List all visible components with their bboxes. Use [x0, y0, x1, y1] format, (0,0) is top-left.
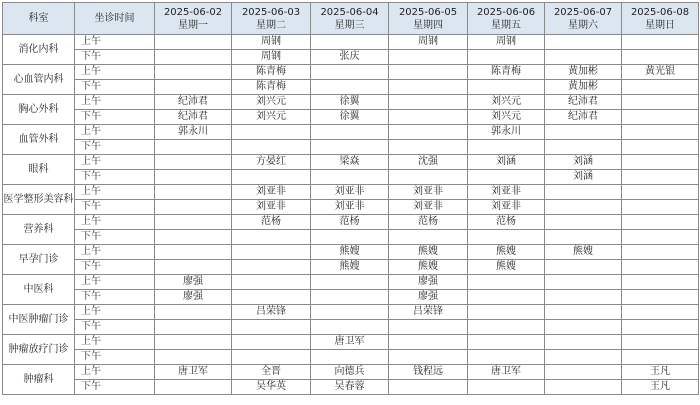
doctor-cell: [155, 50, 232, 65]
doctor-cell: [622, 170, 699, 185]
doctor-cell: [155, 230, 232, 245]
doctor-cell: 范杨: [468, 215, 545, 230]
doctor-cell: [311, 35, 389, 50]
doctor-cell: [155, 80, 232, 95]
doctor-cell: 唐卫军: [155, 365, 232, 380]
doctor-cell: [389, 230, 468, 245]
doctor-cell: [622, 110, 699, 125]
doctor-cell: 王凡: [622, 380, 699, 395]
doctor-cell: 刘亚非: [311, 200, 389, 215]
table-row: [3, 185, 699, 200]
doctor-cell: 张庆: [311, 50, 389, 65]
department-name: 心血管内科: [3, 65, 75, 95]
session-slot: 上午: [75, 365, 155, 380]
department-name: 肿瘤科: [3, 365, 75, 395]
doctor-cell: [622, 335, 699, 350]
header-day-7: [622, 3, 699, 35]
department-name: 眼科: [3, 155, 75, 185]
department-name: 营养科: [3, 215, 75, 245]
doctor-cell: 廖强: [155, 290, 232, 305]
header-day-2: [232, 3, 311, 35]
doctor-cell: 唐卫军: [468, 365, 545, 380]
doctor-cell: 刘涵: [468, 155, 545, 170]
doctor-cell: [389, 350, 468, 365]
doctor-cell: 刘亚非: [389, 185, 468, 200]
doctor-cell: [155, 350, 232, 365]
doctor-cell: [155, 200, 232, 215]
doctor-cell: [545, 215, 622, 230]
doctor-cell: [232, 230, 311, 245]
doctor-cell: 刘兴元: [468, 95, 545, 110]
session-slot: 上午: [75, 155, 155, 170]
doctor-cell: [232, 275, 311, 290]
doctor-cell: 陈青梅: [468, 65, 545, 80]
doctor-cell: 熊嫂: [389, 260, 468, 275]
doctor-cell: [389, 380, 468, 395]
doctor-cell: 周钢: [389, 35, 468, 50]
table-row: [3, 80, 699, 95]
department-name: 血管外科: [3, 125, 75, 155]
doctor-cell: 熊嫂: [468, 260, 545, 275]
session-slot: 下午: [75, 140, 155, 155]
doctor-cell: [622, 125, 699, 140]
doctor-cell: 范杨: [232, 215, 311, 230]
doctor-cell: [311, 350, 389, 365]
doctor-cell: [155, 155, 232, 170]
doctor-cell: [622, 350, 699, 365]
doctor-cell: [622, 80, 699, 95]
doctor-cell: [468, 140, 545, 155]
doctor-cell: 熊嫂: [389, 245, 468, 260]
doctor-cell: 钱程远: [389, 365, 468, 380]
table-row: [3, 95, 699, 110]
table-row: [3, 260, 699, 275]
doctor-cell: [622, 50, 699, 65]
table-row: [3, 380, 699, 395]
header-day-1: [155, 3, 232, 35]
doctor-cell: 吴华英: [232, 380, 311, 395]
table-row: [3, 350, 699, 365]
header-session: 坐诊时间: [75, 3, 155, 35]
doctor-cell: 刘兴元: [468, 110, 545, 125]
session-slot: 下午: [75, 230, 155, 245]
header-day-weekday: 星期二: [256, 19, 286, 31]
doctor-cell: [389, 140, 468, 155]
doctor-cell: 纪沛君: [155, 110, 232, 125]
doctor-cell: 熊嫂: [545, 245, 622, 260]
department-name: 肿瘤放疗门诊: [3, 335, 75, 365]
doctor-cell: 梁焱: [311, 155, 389, 170]
doctor-cell: 黄加彬: [545, 80, 622, 95]
doctor-cell: [468, 305, 545, 320]
doctor-cell: 方晏红: [232, 155, 311, 170]
session-slot: 上午: [75, 35, 155, 50]
doctor-cell: 周钢: [232, 50, 311, 65]
doctor-cell: 纪沛君: [155, 95, 232, 110]
doctor-cell: [622, 275, 699, 290]
doctor-cell: [232, 170, 311, 185]
session-slot: 下午: [75, 50, 155, 65]
doctor-cell: [155, 170, 232, 185]
doctor-cell: 刘亚非: [232, 200, 311, 215]
doctor-cell: [311, 65, 389, 80]
table-row: [3, 365, 699, 380]
doctor-cell: [468, 80, 545, 95]
doctor-cell: [155, 320, 232, 335]
doctor-cell: [389, 110, 468, 125]
doctor-cell: [468, 275, 545, 290]
session-slot: 下午: [75, 320, 155, 335]
doctor-cell: [155, 380, 232, 395]
doctor-cell: 黄光银: [622, 65, 699, 80]
session-slot: 下午: [75, 80, 155, 95]
doctor-cell: 沈强: [389, 155, 468, 170]
session-slot: 上午: [75, 275, 155, 290]
doctor-cell: [622, 290, 699, 305]
table-row: [3, 320, 699, 335]
header-day-6: [545, 3, 622, 35]
doctor-cell: [545, 260, 622, 275]
session-slot: 下午: [75, 290, 155, 305]
schedule-table: [2, 2, 699, 395]
doctor-cell: [622, 185, 699, 200]
doctor-cell: 熊嫂: [468, 245, 545, 260]
doctor-cell: 黄加彬: [545, 65, 622, 80]
department-name: 中医肿瘤门诊: [3, 305, 75, 335]
doctor-cell: [622, 245, 699, 260]
doctor-cell: 郭永川: [155, 125, 232, 140]
doctor-cell: 周钢: [468, 35, 545, 50]
doctor-cell: 熊嫂: [311, 260, 389, 275]
doctor-cell: [622, 320, 699, 335]
doctor-cell: [155, 35, 232, 50]
department-name: 消化内科: [3, 35, 75, 65]
doctor-cell: [545, 140, 622, 155]
doctor-cell: [232, 125, 311, 140]
doctor-cell: [622, 155, 699, 170]
header-day-3: [311, 3, 389, 35]
header-day-date: 2025-06-03: [241, 6, 301, 18]
doctor-cell: [389, 125, 468, 140]
session-slot: 上午: [75, 245, 155, 260]
doctor-cell: [622, 35, 699, 50]
doctor-cell: [545, 185, 622, 200]
doctor-cell: [389, 80, 468, 95]
doctor-cell: [389, 335, 468, 350]
doctor-cell: 廖强: [389, 290, 468, 305]
doctor-cell: 吕荣锋: [232, 305, 311, 320]
doctor-cell: [311, 275, 389, 290]
table-body: [3, 35, 699, 395]
header-day-date: 2025-06-02: [163, 6, 223, 18]
session-slot: 下午: [75, 260, 155, 275]
doctor-cell: [389, 170, 468, 185]
doctor-cell: [545, 35, 622, 50]
doctor-cell: 陈青梅: [232, 80, 311, 95]
doctor-cell: [311, 170, 389, 185]
doctor-cell: 刘亚非: [468, 185, 545, 200]
doctor-cell: [622, 95, 699, 110]
header-day-weekday: 星期六: [568, 19, 598, 31]
table-row: [3, 245, 699, 260]
doctor-cell: [155, 65, 232, 80]
header-day-date: 2025-06-07: [553, 6, 613, 18]
doctor-cell: 刘亚非: [311, 185, 389, 200]
header-day-weekday: 星期四: [413, 19, 443, 31]
doctor-cell: [622, 215, 699, 230]
doctor-cell: [468, 170, 545, 185]
table-row: [3, 215, 699, 230]
doctor-cell: [389, 95, 468, 110]
table-row: [3, 200, 699, 215]
doctor-cell: [545, 335, 622, 350]
table-row: [3, 125, 699, 140]
doctor-cell: 刘涵: [545, 155, 622, 170]
doctor-cell: [311, 290, 389, 305]
doctor-cell: [389, 320, 468, 335]
doctor-cell: [311, 230, 389, 245]
doctor-cell: [232, 350, 311, 365]
table-header: [3, 3, 699, 35]
doctor-cell: 刘亚非: [468, 200, 545, 215]
doctor-cell: [232, 290, 311, 305]
table-row: [3, 140, 699, 155]
header-day-weekday: 星期日: [645, 19, 675, 31]
doctor-cell: 纪沛君: [545, 110, 622, 125]
doctor-cell: 王凡: [622, 365, 699, 380]
doctor-cell: 刘亚非: [232, 185, 311, 200]
table-row: [3, 230, 699, 245]
doctor-cell: [545, 350, 622, 365]
doctor-cell: 徐翼: [311, 110, 389, 125]
doctor-cell: [545, 290, 622, 305]
header-day-date: 2025-06-05: [398, 6, 458, 18]
session-slot: 上午: [75, 305, 155, 320]
table-row: [3, 65, 699, 80]
doctor-cell: 吕荣锋: [389, 305, 468, 320]
doctor-cell: [232, 140, 311, 155]
doctor-cell: 周钢: [232, 35, 311, 50]
doctor-cell: 范杨: [389, 215, 468, 230]
doctor-cell: 范杨: [311, 215, 389, 230]
doctor-cell: [545, 275, 622, 290]
doctor-cell: [155, 215, 232, 230]
doctor-cell: [155, 335, 232, 350]
doctor-cell: [232, 335, 311, 350]
session-slot: 下午: [75, 380, 155, 395]
session-slot: 上午: [75, 95, 155, 110]
doctor-cell: [155, 185, 232, 200]
doctor-cell: [468, 320, 545, 335]
doctor-cell: [232, 260, 311, 275]
doctor-cell: 陈青梅: [232, 65, 311, 80]
doctor-cell: [389, 50, 468, 65]
doctor-cell: [622, 140, 699, 155]
doctor-cell: [311, 125, 389, 140]
doctor-cell: 徐翼: [311, 95, 389, 110]
doctor-cell: [545, 50, 622, 65]
doctor-cell: 廖强: [155, 275, 232, 290]
doctor-cell: [545, 305, 622, 320]
department-name: 医学整形美容科: [3, 185, 75, 215]
doctor-cell: 刘兴元: [232, 95, 311, 110]
doctor-cell: 吴春蓉: [311, 380, 389, 395]
session-slot: 下午: [75, 110, 155, 125]
doctor-cell: [468, 350, 545, 365]
session-slot: 上午: [75, 185, 155, 200]
doctor-cell: [622, 305, 699, 320]
doctor-cell: [311, 140, 389, 155]
table-row: [3, 170, 699, 185]
doctor-cell: [311, 320, 389, 335]
table-row: [3, 35, 699, 50]
doctor-cell: 刘亚非: [389, 200, 468, 215]
doctor-cell: [468, 335, 545, 350]
doctor-cell: [155, 260, 232, 275]
session-slot: 下午: [75, 350, 155, 365]
doctor-cell: [622, 260, 699, 275]
doctor-cell: [545, 200, 622, 215]
table-row: [3, 155, 699, 170]
doctor-cell: 刘涵: [545, 170, 622, 185]
header-day-date: 2025-06-04: [320, 6, 379, 18]
header-day-5: [468, 3, 545, 35]
doctor-cell: 熊嫂: [311, 245, 389, 260]
header-day-4: [389, 3, 468, 35]
session-slot: 下午: [75, 200, 155, 215]
doctor-cell: [155, 140, 232, 155]
doctor-cell: [311, 80, 389, 95]
doctor-cell: 唐卫军: [311, 335, 389, 350]
doctor-cell: 廖强: [389, 275, 468, 290]
table-row: [3, 305, 699, 320]
doctor-cell: [389, 65, 468, 80]
doctor-cell: [468, 380, 545, 395]
session-slot: 上午: [75, 335, 155, 350]
table-row: [3, 110, 699, 125]
doctor-cell: [545, 320, 622, 335]
header-day-date: 2025-06-08: [630, 6, 690, 18]
table-row: [3, 275, 699, 290]
header-day-weekday: 星期五: [491, 19, 521, 31]
session-slot: 上午: [75, 65, 155, 80]
doctor-cell: [311, 305, 389, 320]
department-name: 中医科: [3, 275, 75, 305]
doctor-cell: 纪沛君: [545, 95, 622, 110]
doctor-cell: [545, 380, 622, 395]
header-day-weekday: 星期一: [178, 19, 208, 31]
doctor-cell: [468, 50, 545, 65]
doctor-cell: [155, 245, 232, 260]
doctor-cell: [155, 305, 232, 320]
header-department: 科室: [3, 3, 75, 35]
doctor-cell: [545, 365, 622, 380]
doctor-cell: [468, 230, 545, 245]
doctor-cell: [545, 230, 622, 245]
doctor-cell: [622, 200, 699, 215]
doctor-cell: [232, 320, 311, 335]
table-row: [3, 290, 699, 305]
doctor-cell: 刘兴元: [232, 110, 311, 125]
session-slot: 下午: [75, 170, 155, 185]
doctor-cell: 向德兵: [311, 365, 389, 380]
doctor-cell: [622, 230, 699, 245]
session-slot: 上午: [75, 125, 155, 140]
doctor-cell: [545, 125, 622, 140]
doctor-cell: 郭永川: [468, 125, 545, 140]
department-name: 早孕门诊: [3, 245, 75, 275]
header-row: [3, 3, 699, 35]
table-row: [3, 335, 699, 350]
header-day-date: 2025-06-06: [476, 6, 536, 18]
table-row: [3, 50, 699, 65]
department-name: 胸心外科: [3, 95, 75, 125]
doctor-cell: [468, 290, 545, 305]
session-slot: 上午: [75, 215, 155, 230]
doctor-cell: [232, 245, 311, 260]
header-day-weekday: 星期三: [334, 19, 365, 31]
doctor-cell: 全晋: [232, 365, 311, 380]
